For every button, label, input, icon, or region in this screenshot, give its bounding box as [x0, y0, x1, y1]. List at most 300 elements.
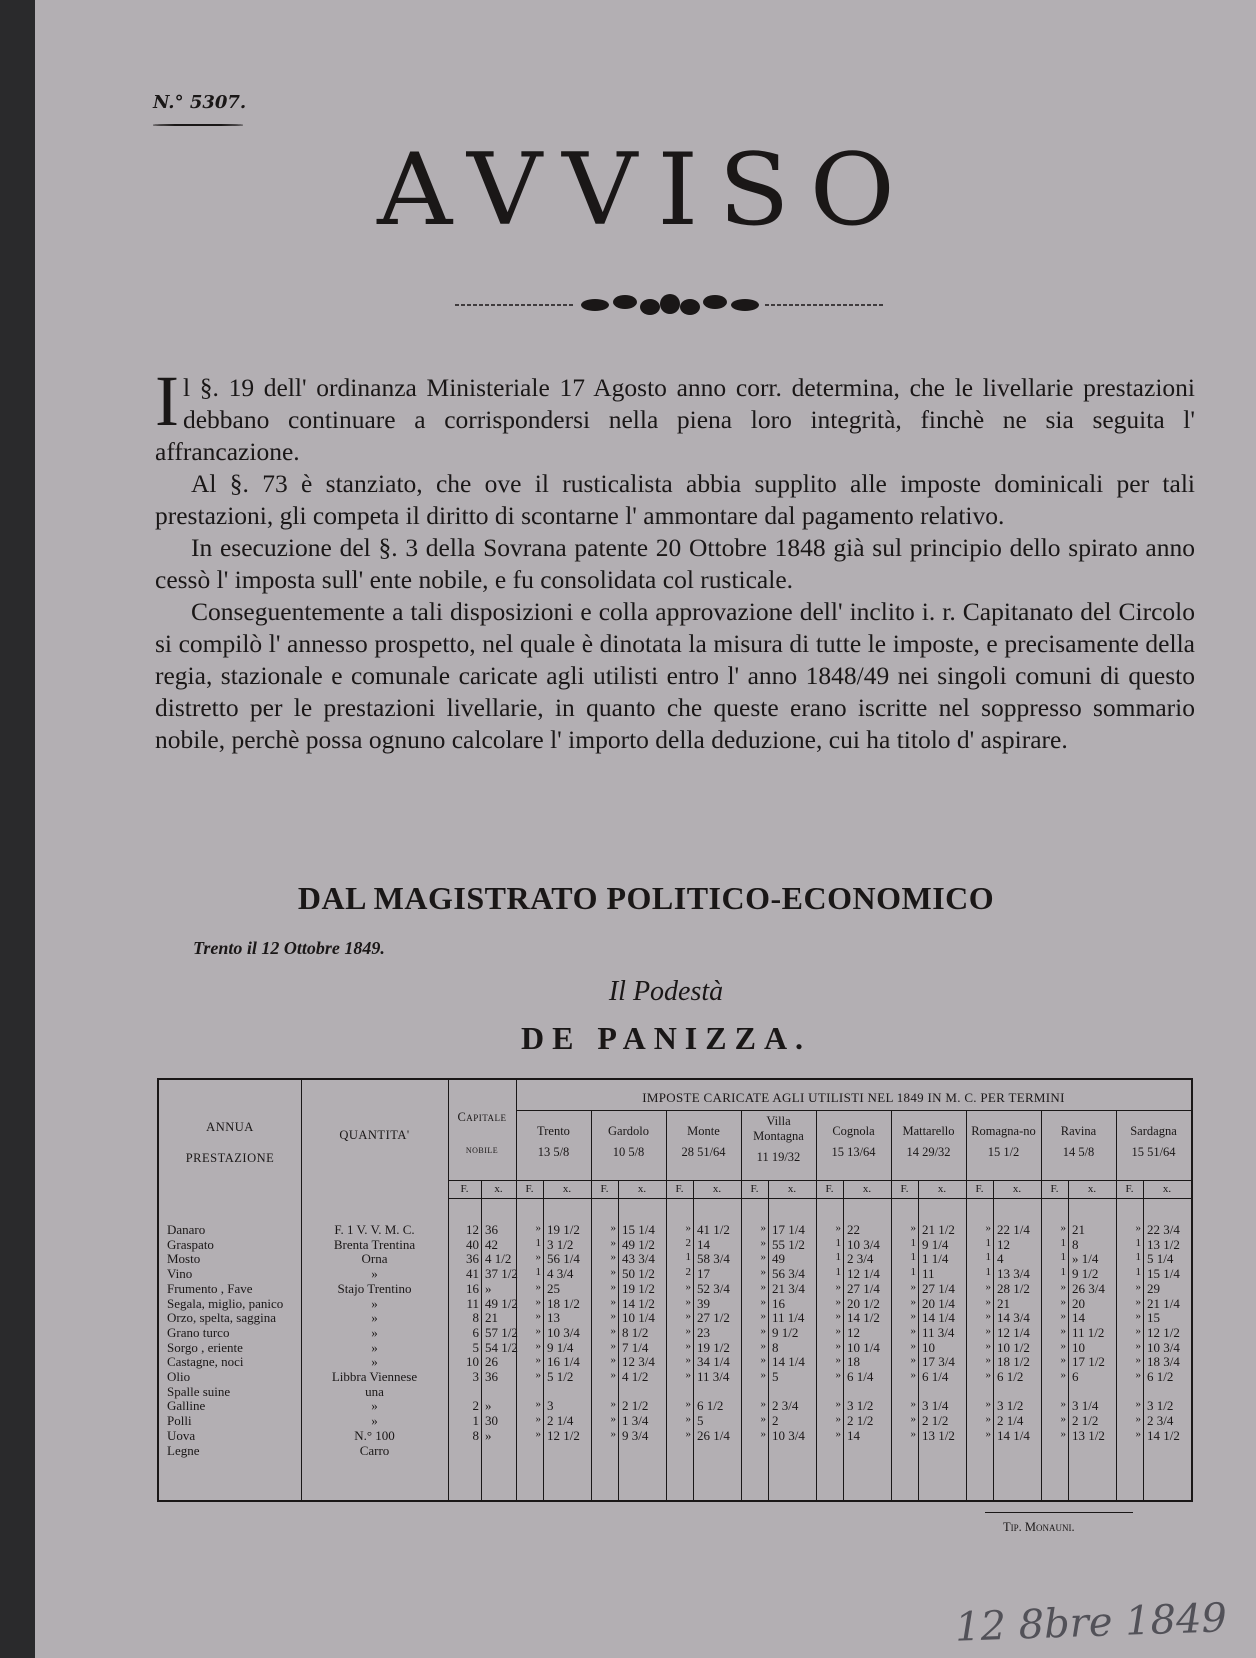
row-value-x: 12: [847, 1324, 860, 1340]
row-value-x: 10 3/4: [772, 1427, 805, 1443]
row-value-x: 56 1/4: [547, 1251, 580, 1267]
row-capitale-f: 10: [466, 1354, 479, 1370]
row-value-f: 1: [1135, 1266, 1141, 1279]
row-value-f: »: [985, 1427, 991, 1440]
row-value-f: »: [910, 1310, 916, 1323]
row-value-x: 2 1/4: [547, 1413, 574, 1429]
row-value-x: 9 1/2: [1072, 1266, 1099, 1282]
row-value-x: 6: [1072, 1369, 1079, 1384]
row-value-x: 20: [1072, 1295, 1085, 1311]
row-value-x: 14: [697, 1236, 710, 1252]
row-value-f: »: [610, 1413, 616, 1426]
row-rule: [448, 1198, 1191, 1199]
row-value-f: »: [985, 1339, 991, 1352]
row-value-f: 1: [835, 1236, 841, 1249]
row-quantita: una: [365, 1383, 384, 1399]
row-value-x: 8 1/2: [622, 1324, 649, 1340]
dropcap: I: [155, 361, 179, 441]
row-prestazione: Mosto: [167, 1251, 201, 1267]
row-value-f: »: [835, 1280, 841, 1293]
row-value-x: 10 3/4: [547, 1324, 580, 1340]
town-name: Mattarello: [902, 1124, 955, 1138]
row-value-f: »: [985, 1369, 991, 1381]
row-quantita: Stajo Trentino: [337, 1280, 412, 1296]
row-value-f: »: [535, 1251, 541, 1264]
row-capitale-f: 1: [472, 1413, 479, 1429]
row-value-x: 3 1/2: [1147, 1398, 1174, 1414]
row-capitale-f: 8: [472, 1310, 479, 1326]
column-divider: [481, 1180, 482, 1500]
row-value-f: 1: [910, 1266, 916, 1279]
row-value-f: »: [535, 1295, 541, 1308]
row-value-f: »: [610, 1369, 616, 1381]
number-underline: [153, 124, 243, 126]
unit-label: F.: [525, 1183, 534, 1195]
column-divider: [1068, 1180, 1069, 1500]
row-value-f: »: [535, 1280, 541, 1293]
row-quantita: »: [371, 1266, 378, 1282]
row-capitale-f: 36: [466, 1251, 479, 1267]
document-number: N.° 5307.: [153, 92, 247, 113]
row-value-f: »: [835, 1369, 841, 1381]
row-value-f: »: [535, 1354, 541, 1367]
row-value-f: »: [535, 1339, 541, 1352]
town-name: Cognola: [832, 1124, 875, 1138]
town-name: Sardagna: [1130, 1124, 1177, 1138]
row-value-f: »: [985, 1398, 991, 1411]
row-value-x: 14 1/4: [997, 1427, 1030, 1443]
row-capitale-x: »: [485, 1427, 492, 1443]
unit-label: F.: [900, 1183, 909, 1195]
town-rate: 14 29/32: [906, 1145, 951, 1159]
row-capitale-x: »: [485, 1398, 492, 1414]
town-name: Villa Montagna: [753, 1114, 804, 1143]
row-capitale-f: 40: [466, 1236, 479, 1252]
row-value-f: »: [1060, 1369, 1066, 1381]
row-value-f: 1: [535, 1236, 541, 1249]
row-value-f: »: [760, 1398, 766, 1411]
town-header: [591, 1124, 666, 1160]
row-value-f: »: [685, 1310, 691, 1323]
paragraph-3: In esecuzione del §. 3 della Sovrana patente 20 Ottobre 1848 già sul principio dello spirato anno cessò l' imposta sull' ente nobile, e fu consolidata col rusticale.: [155, 533, 1195, 594]
row-value-x: 5 1/4: [1147, 1251, 1174, 1267]
row-value-f: 1: [985, 1266, 991, 1279]
row-value-x: 16: [772, 1295, 785, 1311]
row-value-x: 11 1/2: [1072, 1324, 1105, 1340]
row-value-x: 2: [772, 1413, 779, 1429]
row-value-f: 1: [1060, 1251, 1066, 1264]
column-divider: [618, 1180, 619, 1500]
row-capitale-f: 41: [466, 1266, 479, 1282]
row-value-f: »: [760, 1324, 766, 1337]
row-value-x: 58 3/4: [697, 1251, 730, 1267]
row-prestazione: Polli: [167, 1413, 192, 1429]
unit-label: x.: [937, 1183, 947, 1195]
row-value-x: 23: [697, 1324, 710, 1340]
row-value-x: 21 3/4: [772, 1280, 805, 1296]
row-quantita: Libbra Viennese: [331, 1369, 418, 1384]
row-value-f: »: [985, 1354, 991, 1367]
row-value-f: »: [610, 1266, 616, 1279]
row-value-x: 18 3/4: [1147, 1354, 1180, 1370]
row-value-x: 10 1/2: [997, 1339, 1030, 1355]
row-value-f: »: [835, 1324, 841, 1337]
row-value-x: 4 3/4: [547, 1266, 574, 1282]
row-value-f: »: [760, 1251, 766, 1264]
row-value-x: 21: [997, 1295, 1010, 1311]
row-value-x: 12 1/4: [997, 1324, 1030, 1340]
row-value-f: 1: [985, 1236, 991, 1249]
row-value-f: 2: [685, 1266, 691, 1279]
row-value-f: »: [910, 1280, 916, 1293]
row-value-x: 27 1/4: [922, 1280, 955, 1296]
town-name: Monte: [687, 1124, 720, 1138]
row-quantita: N.° 100: [354, 1427, 395, 1443]
town-rate: 11 19/32: [756, 1150, 801, 1164]
row-value-f: »: [685, 1398, 691, 1411]
row-value-f: »: [910, 1413, 916, 1426]
row-value-x: 28 1/2: [997, 1280, 1030, 1296]
row-value-x: 13 1/2: [922, 1427, 955, 1443]
row-capitale-x: »: [485, 1280, 492, 1296]
row-value-f: »: [535, 1324, 541, 1337]
row-value-x: 2 3/4: [847, 1251, 874, 1267]
row-value-f: »: [610, 1310, 616, 1323]
row-value-x: 11 3/4: [697, 1369, 730, 1384]
row-value-f: »: [1135, 1413, 1141, 1426]
row-value-x: 16 1/4: [547, 1354, 580, 1370]
row-value-f: »: [610, 1339, 616, 1352]
row-prestazione: Danaro: [167, 1222, 206, 1237]
row-value-x: 49 1/2: [622, 1236, 655, 1252]
row-value-f: »: [535, 1369, 541, 1381]
row-value-x: 7 1/4: [622, 1339, 649, 1355]
column-divider: [843, 1180, 844, 1500]
page-title: AVVISO: [377, 132, 915, 248]
unit-label: F.: [1125, 1183, 1134, 1195]
row-value-x: 25: [547, 1280, 560, 1296]
row-quantita: F. 1 V. V. M. C.: [334, 1222, 415, 1237]
row-value-f: 1: [1135, 1236, 1141, 1249]
column-divider: [993, 1180, 994, 1500]
row-prestazione: Galline: [167, 1398, 206, 1414]
row-value-x: 14 1/4: [922, 1310, 955, 1326]
row-prestazione: Graspato: [167, 1236, 214, 1252]
row-capitale-x: 54 1/2: [485, 1339, 518, 1355]
column-divider: [768, 1180, 769, 1500]
unit-label: x.: [494, 1183, 503, 1195]
row-value-x: 19 1/2: [697, 1339, 730, 1355]
handwritten-date: 12 8bre 1849: [954, 1595, 1228, 1651]
row-value-f: »: [685, 1324, 691, 1337]
town-name: Romagna-no: [971, 1124, 1036, 1138]
row-value-x: 39: [697, 1295, 710, 1311]
town-rate: 13 5/8: [537, 1145, 570, 1159]
row-value-x: 15: [1147, 1310, 1160, 1326]
row-value-x: » 1/4: [1072, 1251, 1099, 1267]
row-quantita: »: [371, 1339, 378, 1355]
row-value-f: »: [610, 1295, 616, 1308]
row-value-x: 5: [772, 1369, 779, 1384]
row-value-f: 2: [685, 1236, 691, 1249]
row-value-x: 3 1/4: [922, 1398, 949, 1414]
row-value-x: 50 1/2: [622, 1266, 655, 1282]
row-prestazione: Grano turco: [167, 1324, 230, 1340]
row-value-x: 1 1/4: [922, 1251, 949, 1267]
row-value-x: 18 1/2: [547, 1295, 580, 1311]
unit-label: x.: [1162, 1183, 1172, 1195]
unit-label: F.: [975, 1183, 984, 1195]
row-value-f: »: [985, 1413, 991, 1426]
row-capitale-f: 8: [472, 1427, 479, 1443]
row-value-f: »: [685, 1369, 691, 1381]
row-value-f: »: [760, 1222, 766, 1234]
unit-label: x.: [1087, 1183, 1097, 1195]
row-capitale-x: 36: [485, 1222, 498, 1237]
row-value-x: 6 1/2: [1147, 1369, 1174, 1384]
row-capitale-x: 30: [485, 1413, 498, 1429]
row-capitale-f: 12: [466, 1222, 479, 1237]
row-capitale-f: 11: [466, 1295, 479, 1311]
row-value-x: 10: [922, 1339, 935, 1355]
row-value-x: 12 1/4: [847, 1266, 880, 1282]
row-value-x: 15 1/4: [622, 1222, 655, 1237]
row-value-x: 9 1/4: [922, 1236, 949, 1252]
unit-label: x.: [1012, 1183, 1022, 1195]
paragraph-1: Il §. 19 dell' ordinanza Ministeriale 17 Agosto anno corr. determina, che le livellarie prestazioni debbano continuare a corrispondersi nella piena loro integrità, finchè ne sia seguita l' affrancazione.: [155, 361, 1195, 466]
row-value-x: 10 3/4: [847, 1236, 880, 1252]
row-value-f: »: [1060, 1339, 1066, 1352]
row-value-x: 21 1/2: [922, 1222, 955, 1237]
row-value-f: »: [910, 1369, 916, 1381]
row-value-x: 10 3/4: [1147, 1339, 1180, 1355]
row-value-x: 20 1/4: [922, 1295, 955, 1311]
row-value-f: 1: [685, 1251, 691, 1264]
town-name: Gardolo: [608, 1124, 649, 1138]
row-value-f: »: [1135, 1354, 1141, 1367]
row-value-f: »: [1060, 1222, 1066, 1234]
row-value-x: 10 1/4: [622, 1310, 655, 1326]
row-value-x: 15 1/4: [1147, 1266, 1180, 1282]
row-value-x: 11 1/4: [772, 1310, 805, 1326]
row-value-f: »: [535, 1398, 541, 1411]
row-value-f: »: [1135, 1324, 1141, 1337]
row-value-f: 1: [535, 1266, 541, 1279]
row-value-f: »: [835, 1413, 841, 1426]
row-value-f: »: [835, 1339, 841, 1352]
row-capitale-f: 3: [472, 1369, 479, 1384]
row-value-x: 27 1/4: [847, 1280, 880, 1296]
row-value-x: 17 3/4: [922, 1354, 955, 1370]
row-value-x: 8: [1072, 1236, 1079, 1252]
row-value-x: 19 1/2: [622, 1280, 655, 1296]
row-value-f: »: [535, 1413, 541, 1426]
floral-ornament-icon: [455, 292, 885, 318]
row-value-x: 5 1/2: [547, 1369, 574, 1384]
row-value-f: »: [760, 1339, 766, 1352]
unit-label: F.: [600, 1183, 609, 1195]
row-quantita: Orna: [361, 1251, 388, 1267]
town-rate: 15 13/64: [831, 1145, 876, 1159]
podesta-title: Il Podestà: [608, 976, 724, 1007]
row-value-x: 12 3/4: [622, 1354, 655, 1370]
row-quantita: »: [371, 1354, 378, 1370]
row-value-x: 6 1/4: [847, 1369, 874, 1384]
row-value-f: »: [985, 1310, 991, 1323]
row-value-x: 12: [997, 1236, 1010, 1252]
row-value-x: 9 3/4: [622, 1427, 649, 1443]
row-value-f: 1: [1060, 1236, 1066, 1249]
row-value-f: »: [910, 1222, 916, 1234]
issuer-heading: DAL MAGISTRATO POLITICO-ECONOMICO: [297, 880, 995, 916]
row-value-f: »: [835, 1354, 841, 1367]
row-value-f: »: [1135, 1369, 1141, 1381]
row-capitale-f: 2: [472, 1398, 479, 1414]
row-capitale-x: 42: [485, 1236, 498, 1252]
row-value-x: 5: [697, 1413, 704, 1429]
town-header: [816, 1124, 891, 1160]
row-value-f: »: [835, 1427, 841, 1440]
row-prestazione: Orzo, spelta, saggina: [167, 1310, 277, 1326]
issue-date: Trento il 12 Ottobre 1849.: [193, 938, 385, 958]
town-rate: 10 5/8: [612, 1145, 645, 1159]
row-value-f: »: [610, 1251, 616, 1264]
row-value-f: »: [1135, 1280, 1141, 1293]
row-value-x: 22 3/4: [1147, 1222, 1180, 1237]
row-value-f: »: [1060, 1310, 1066, 1323]
row-value-f: »: [535, 1310, 541, 1323]
row-value-f: 1: [835, 1266, 841, 1279]
row-value-x: 3: [547, 1398, 554, 1414]
row-value-f: »: [1135, 1427, 1141, 1440]
town-header: [741, 1114, 816, 1165]
town-header: [666, 1124, 741, 1160]
column-divider: [543, 1180, 544, 1500]
row-value-x: 49: [772, 1251, 785, 1267]
row-value-f: »: [985, 1295, 991, 1308]
column-divider: [693, 1180, 694, 1500]
row-capitale-x: 36: [485, 1369, 498, 1384]
row-value-f: »: [760, 1354, 766, 1367]
row-value-f: »: [910, 1339, 916, 1352]
row-value-x: 27 1/2: [697, 1310, 730, 1326]
row-value-x: 17 1/4: [772, 1222, 805, 1237]
row-value-f: »: [1135, 1310, 1141, 1323]
row-value-x: 9 1/2: [772, 1324, 799, 1340]
row-value-f: »: [910, 1324, 916, 1337]
row-value-x: 21 1/4: [1147, 1295, 1180, 1311]
printer-credit: Tip. Monauni.: [1003, 1520, 1075, 1534]
town-header: [891, 1124, 966, 1160]
row-value-x: 3 1/2: [997, 1398, 1024, 1414]
row-rule: [516, 1110, 1191, 1111]
unit-label: F.: [460, 1183, 469, 1195]
row-value-f: »: [1060, 1280, 1066, 1293]
row-value-f: »: [610, 1398, 616, 1411]
row-value-f: »: [610, 1427, 616, 1440]
row-value-f: »: [760, 1310, 766, 1323]
row-value-f: »: [760, 1266, 766, 1279]
row-quantita: »: [371, 1310, 378, 1326]
row-value-x: 26 1/4: [697, 1427, 730, 1443]
row-value-x: 52 3/4: [697, 1280, 730, 1296]
row-value-x: 1 3/4: [622, 1413, 649, 1429]
row-value-x: 2 1/4: [997, 1413, 1024, 1429]
row-value-f: »: [685, 1413, 691, 1426]
row-value-x: 17: [697, 1266, 710, 1282]
row-value-x: 6 1/4: [922, 1369, 949, 1384]
town-rate: 15 51/64: [1131, 1145, 1176, 1159]
row-value-f: »: [835, 1295, 841, 1308]
row-value-f: »: [685, 1354, 691, 1367]
row-value-x: 2 1/2: [847, 1413, 874, 1429]
row-value-f: »: [685, 1339, 691, 1352]
row-value-x: 18 1/2: [997, 1354, 1030, 1370]
row-value-f: »: [610, 1354, 616, 1367]
town-header: [516, 1124, 591, 1160]
row-quantita: »: [371, 1413, 378, 1429]
row-prestazione: Uova: [167, 1427, 196, 1443]
row-prestazione: Vino: [167, 1266, 193, 1282]
row-value-x: 2 3/4: [772, 1398, 799, 1414]
column-divider: [918, 1180, 919, 1500]
row-prestazione: Castagne, noci: [167, 1354, 244, 1370]
row-prestazione: Spalle suine: [167, 1383, 231, 1399]
row-value-x: 14: [847, 1427, 860, 1443]
row-value-f: 1: [835, 1251, 841, 1264]
row-value-x: 13 3/4: [997, 1266, 1030, 1282]
row-value-f: »: [1060, 1427, 1066, 1440]
row-capitale-x: 26: [485, 1354, 498, 1370]
row-value-x: 17 1/2: [1072, 1354, 1105, 1370]
row-value-f: »: [610, 1222, 616, 1234]
row-value-x: 12 1/2: [1147, 1324, 1180, 1340]
row-value-x: 11: [922, 1266, 935, 1282]
row-value-x: 34 1/4: [697, 1354, 730, 1370]
row-value-x: 56 3/4: [772, 1266, 805, 1282]
document-sheet: [35, 0, 1256, 1658]
row-capitale-f: 6: [472, 1324, 479, 1340]
row-capitale-x: 37 1/2: [485, 1266, 518, 1282]
col-capitale-header: Capitale nobile: [457, 1110, 507, 1156]
town-name: Trento: [537, 1124, 570, 1138]
row-value-f: »: [685, 1222, 691, 1234]
row-quantita: »: [371, 1398, 378, 1414]
unit-label: x.: [862, 1183, 872, 1195]
row-quantita: Brenta Trentina: [333, 1236, 416, 1252]
row-value-f: »: [760, 1280, 766, 1293]
tax-table: [157, 1078, 1193, 1502]
paragraph-2: Al §. 73 è stanziato, che ove il rusticalista abbia supplito alle imposte dominicali per tali prestazioni, gli competa il diritto di scontarne l' ammontare dal pagamento relativo.: [155, 469, 1195, 530]
row-value-x: 2 1/2: [622, 1398, 649, 1414]
printer-rule: [985, 1512, 1133, 1513]
notice-body: [155, 361, 1195, 756]
row-value-f: »: [760, 1369, 766, 1381]
row-value-x: 14 1/2: [622, 1295, 655, 1311]
row-value-x: 19 1/2: [547, 1222, 580, 1237]
row-value-x: 14: [1072, 1310, 1085, 1326]
row-value-x: 14 1/2: [847, 1310, 880, 1326]
row-value-x: 4 1/2: [622, 1369, 649, 1384]
row-value-x: 13: [547, 1310, 560, 1326]
row-capitale-x: 4 1/2: [485, 1251, 512, 1267]
row-value-x: 6 1/2: [697, 1398, 724, 1414]
row-value-f: »: [1060, 1354, 1066, 1367]
row-value-f: »: [835, 1222, 841, 1234]
row-value-f: »: [1060, 1295, 1066, 1308]
row-value-x: 43 3/4: [622, 1251, 655, 1267]
row-value-x: 14 3/4: [997, 1310, 1030, 1326]
